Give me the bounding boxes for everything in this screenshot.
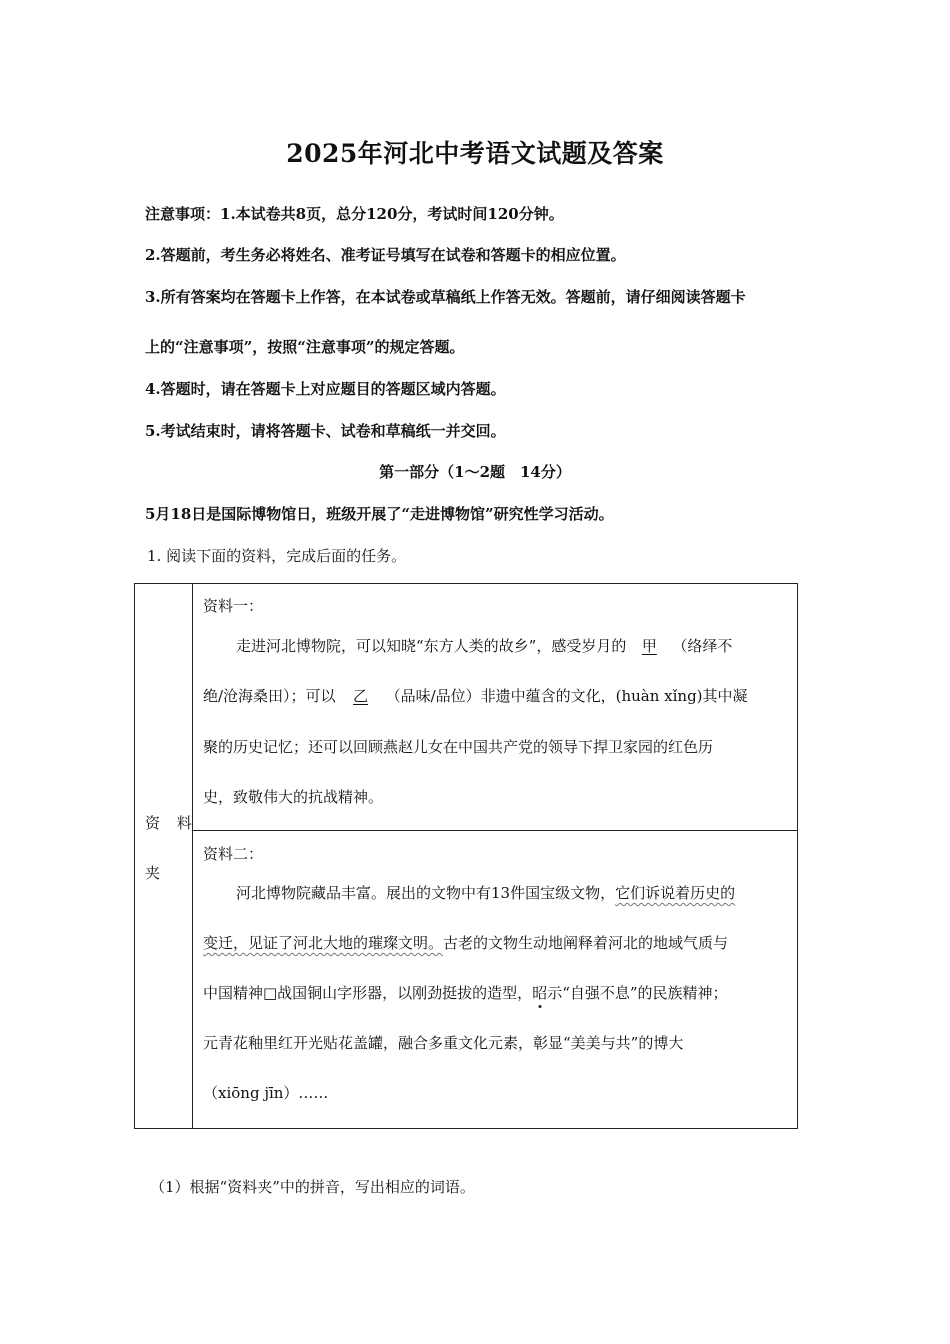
material-2-line-2: 变迁，见证了河北大地的璀璨文明。古老的文物生动地阐释着河北的地域气质与 (203, 934, 729, 952)
material-2-line-4: 元青花釉里红开光贴花盖罐，融合多重文化元素，彰显“美美与共”的博大 (203, 1034, 684, 1052)
material-1-line-3: 聚的历史记忆；还可以回顾燕赵儿女在中国共产党的领导下捍卫家园的红色历 (203, 738, 714, 756)
page-title: 2025年河北中考语文试题及答案 (286, 139, 664, 168)
table-divider-horizontal (192, 830, 798, 831)
material-1-line-1: 走进河北博物院，可以知晓“东方人类的故乡”，感受岁月的 甲 （络绎不 (236, 637, 733, 655)
blank-yi: 乙 (353, 687, 369, 705)
note-line-2: 2.答题前，考生务必将姓名、准考证号填写在试卷和答题卡的相应位置。 (145, 246, 626, 264)
material-2-line-1: 河北博物院藏品丰富。展出的文物中有13件国宝级文物，它们诉说着历史的 (236, 884, 736, 902)
emphasis-dot-char: 昭 (532, 984, 548, 1002)
note-line-1: 注意事项：1.本试卷共8页，总分120分，考试时间120分钟。 (145, 205, 564, 223)
note-line-3: 3.所有答案均在答题卡上作答，在本试卷或草稿纸上作答无效。答题前，请仔细阅读答题卡 (145, 288, 746, 306)
note-line-6: 5.考试结束时，请将答题卡、试卷和草稿纸一并交回。 (145, 422, 506, 440)
material-1-line-2: 绝/沧海桑田）；可以 乙 （品味/品位）非遗中蕴含的文化，(huàn xǐng)其中凝 (203, 687, 748, 705)
note-line-4: 上的“注意事项”，按照“注意事项”的规定答题。 (145, 338, 465, 356)
material-1-label: 资料一： (203, 597, 264, 615)
material-1-line-4: 史，致敬伟大的抗战精神。 (203, 788, 384, 806)
table-divider-vertical (192, 583, 193, 1129)
question-1: 1. 阅读下面的资料，完成后面的任务。 (147, 547, 407, 565)
material-2-line-3: 中国精神□战国铜山字形器，以刚劲挺拔的造型，昭示“自强不息”的民族精神； (203, 984, 728, 1002)
folder-side-label: 资 料 (145, 814, 198, 832)
intro-text: 5月18日是国际博物馆日，班级开展了“走进博物馆”研究性学习活动。 (145, 505, 614, 523)
note-line-5: 4.答题时，请在答题卡上对应题目的答题区域内答题。 (145, 380, 506, 398)
section-title: 第一部分（1～2题 14分） (379, 463, 571, 481)
material-2-line-5: （xiōng jīn）…… (203, 1084, 329, 1102)
material-2-label: 资料二： (203, 845, 264, 863)
sub-question-1: （1）根据“资料夹”中的拼音，写出相应的词语。 (150, 1178, 475, 1196)
blank-jia: 甲 (641, 637, 657, 655)
folder-side-label-2: 夹 (145, 864, 161, 882)
